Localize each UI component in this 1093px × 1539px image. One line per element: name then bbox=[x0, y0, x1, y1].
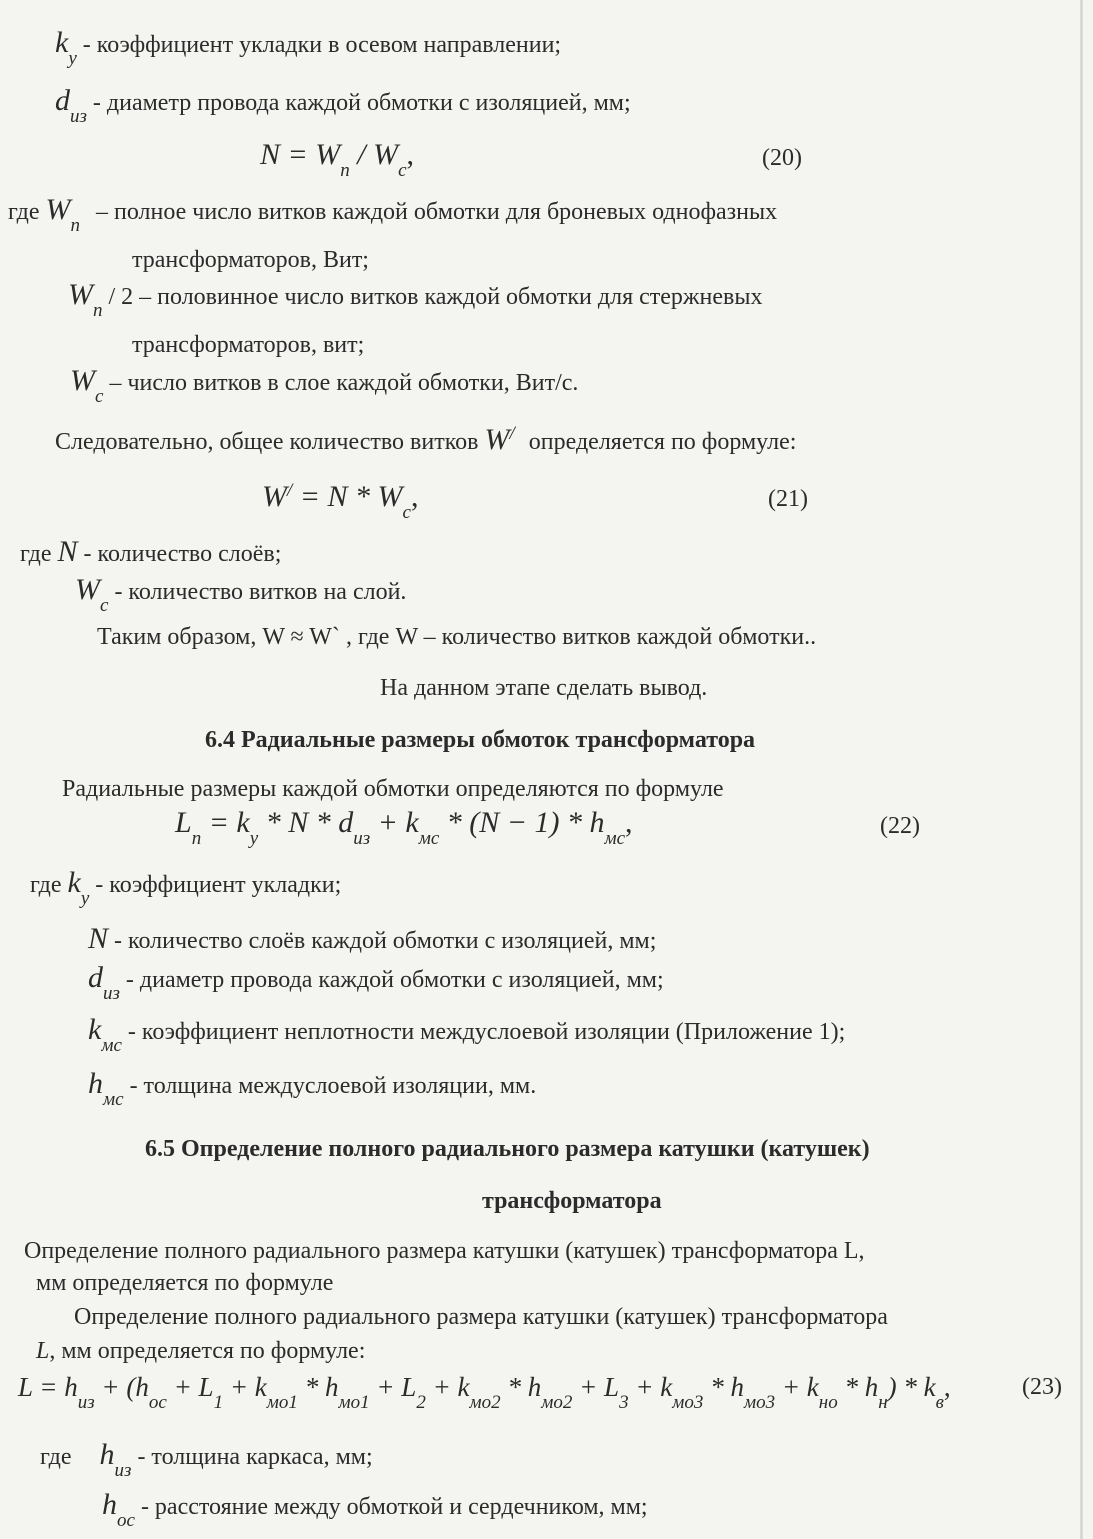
equation-number-20: (20) bbox=[762, 145, 802, 171]
formula-23: L = hиз + (hос + L1 + kмо1 * hмо1 + L2 + kмо2 * hмо2 + L3 + kмо3 * hмо3 + kно * hн) * kв, bbox=[18, 1372, 951, 1413]
wn-definition: где $W_n$ – полное число витков каждой обмотки для броневых однофазных bbox=[8, 193, 778, 236]
wn2-definition: $W_n / 2$ – половинное число витков каждой обмотки для стержневых bbox=[68, 278, 763, 321]
equation-number-22: (22) bbox=[880, 813, 920, 839]
conclusion-statement: На данном этапе сделать вывод. bbox=[380, 675, 708, 701]
diz-definition-2: $d_{из}$ - диаметр провода каждой обмотки с изоляцией, мм; bbox=[88, 961, 664, 1004]
page-edge-shadow bbox=[1080, 0, 1083, 1539]
wc-definition: $W_c$ – число витков в слое каждой обмотки, Вит/с. bbox=[70, 364, 579, 407]
full-size-text-1: Определение полного радиального размера катушки (катушек) трансформатора L, bbox=[24, 1238, 865, 1264]
formula-20: $N = W_n / W_c$, bbox=[260, 138, 415, 181]
equation-number-21: (21) bbox=[768, 486, 808, 512]
thus-statement: Таким образом, W ≈ W` , где W – количество витков каждой обмотки.. bbox=[97, 624, 817, 650]
section-heading-6-5: 6.5 Определение полного радиального размера катушки (катушек) bbox=[145, 1136, 870, 1162]
equation-number-23: (23) bbox=[1022, 1374, 1062, 1400]
ky-definition-2: где $k_y$ - коэффициент укладки; bbox=[30, 866, 342, 909]
full-size-text-2-cont: L, мм определяется по формуле: bbox=[36, 1338, 366, 1364]
wn2-definition-cont: трансформаторов, вит; bbox=[132, 332, 365, 358]
radial-intro: Радиальные размеры каждой обмотки определяются по формуле bbox=[62, 776, 724, 802]
n-definition: где N - количество слоёв; bbox=[20, 535, 282, 568]
full-size-text-1-cont: мм определяется по формуле bbox=[36, 1270, 334, 1296]
kms-definition: $k_{мс}$ - коэффициент неплотности междуслоевой изоляции (Приложение 1); bbox=[88, 1013, 846, 1056]
wn-definition-cont: трансформаторов, Вит; bbox=[132, 247, 369, 273]
section-heading-6-5-cont: трансформатора bbox=[482, 1188, 662, 1214]
wc-definition-2: $W_c$ - количество витков на слой. bbox=[75, 573, 407, 616]
formula-22: $L_n = k_y * N * d_{из} + k_{мс} * (N - 1) * h_{мс}$, bbox=[175, 806, 633, 849]
n-definition-2: N - количество слоёв каждой обмотки с изоляцией, мм; bbox=[88, 922, 657, 955]
diz-definition: $d_{из}$ - диаметр провода каждой обмотки с изоляцией, мм; bbox=[55, 84, 631, 127]
hms-definition: $h_{мс}$ - толщина междуслоевой изоляции, мм. bbox=[88, 1067, 537, 1110]
total-turns-sentence: Следовательно, общее количество витков W/ определяется по формуле: bbox=[55, 423, 797, 456]
formula-21: $W^/ = N * W_c$, bbox=[262, 480, 419, 523]
hiz-definition: где $h_{из}$ - толщина каркаса, мм; bbox=[40, 1438, 373, 1481]
hos-definition: $h_{ос}$ - расстояние между обмоткой и сердечником, мм; bbox=[102, 1488, 648, 1531]
section-heading-6-4: 6.4 Радиальные размеры обмоток трансформатора bbox=[205, 727, 756, 753]
ky-definition: $k_y$ - коэффициент укладки в осевом направлении; bbox=[55, 26, 562, 69]
full-size-text-2: Определение полного радиального размера катушки (катушек) трансформатора bbox=[74, 1304, 888, 1330]
